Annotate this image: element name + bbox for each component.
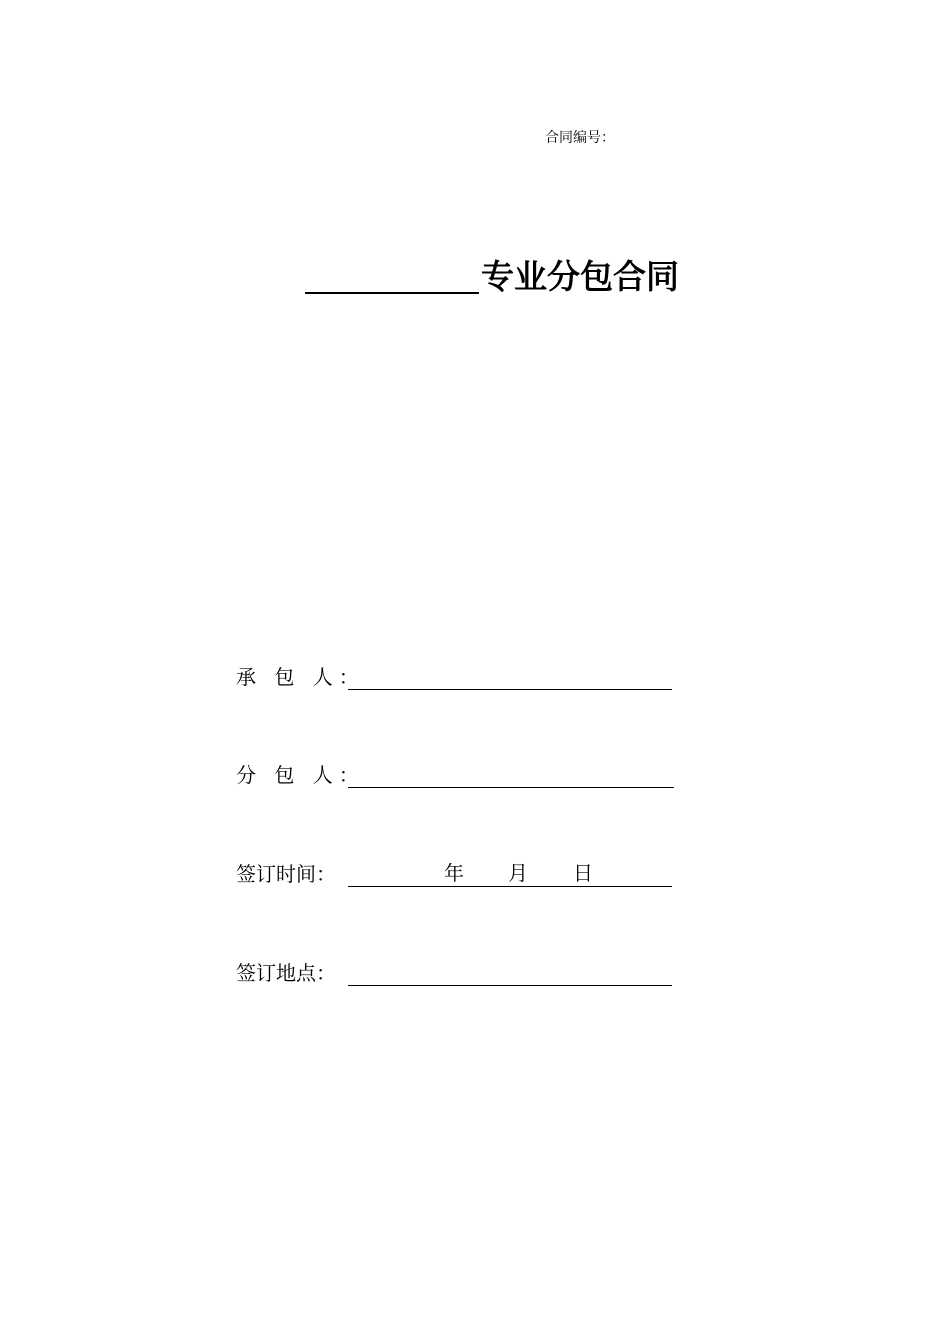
sign-date-input-line[interactable] [348, 860, 672, 887]
sign-place-field [236, 956, 672, 986]
sign-place-input-line[interactable] [348, 959, 672, 986]
subcontractor-input-line[interactable] [348, 761, 674, 788]
sign-date-field [236, 857, 672, 887]
sign-date-label: 签订时间： [236, 862, 336, 886]
year-label: 年 [444, 861, 464, 885]
contractor-label: 承 包 人： [236, 665, 365, 689]
title-text: 专业分包合同 [481, 257, 679, 296]
contractor-input-line[interactable] [348, 663, 672, 690]
subcontractor-field [236, 758, 674, 788]
sign-place-label: 签订地点： [236, 961, 336, 985]
day-label: 日 [573, 861, 593, 885]
document-title [305, 254, 679, 300]
contract-number-label: 合同编号： [545, 130, 615, 146]
title-blank-line[interactable] [305, 254, 479, 294]
contractor-field [236, 660, 672, 690]
subcontractor-label: 分 包 人： [236, 763, 365, 787]
month-label: 月 [508, 861, 528, 885]
